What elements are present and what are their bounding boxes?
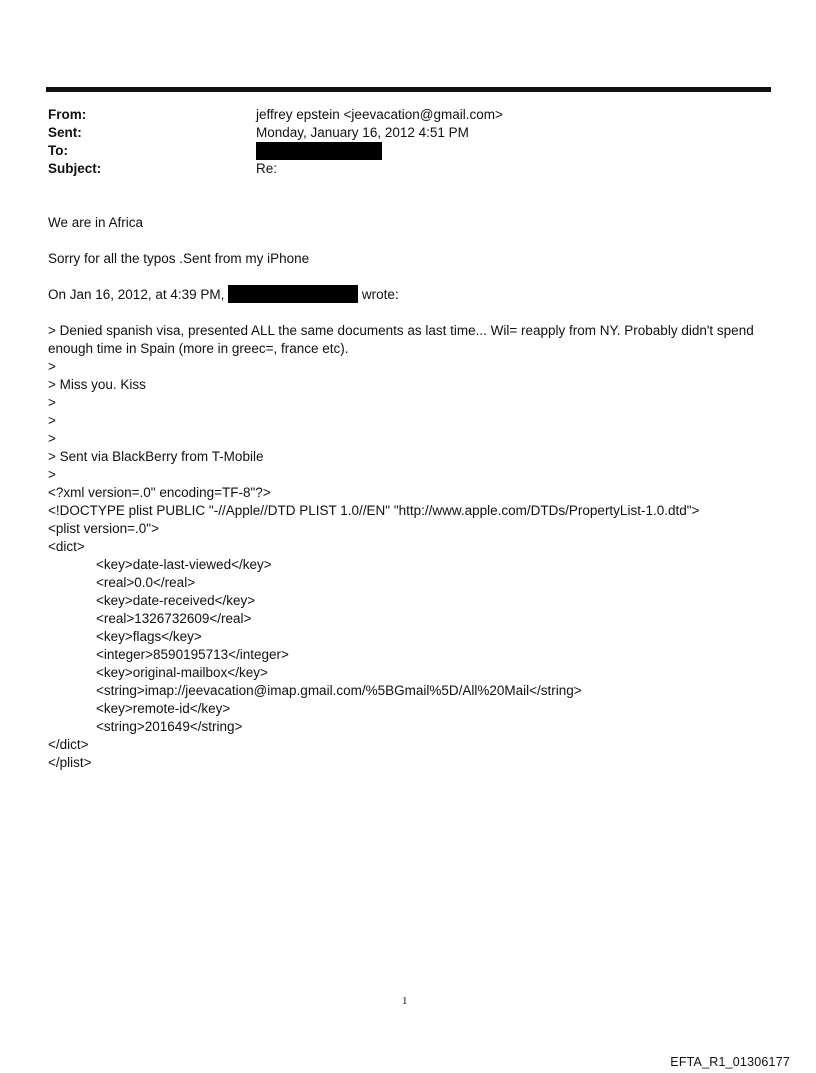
page-number: 1 (402, 995, 408, 1007)
plist-line: </plist> (48, 755, 92, 770)
from-value: jeffrey epstein <jeevacation@gmail.com> (256, 107, 503, 122)
from-row (48, 106, 768, 124)
plist-line: <string>201649</string> (96, 719, 243, 734)
redaction-box (228, 285, 358, 303)
subject-row (48, 160, 768, 178)
plist-line: <integer>8590195713</integer> (96, 647, 289, 662)
subject-value: Re: (256, 161, 278, 176)
plist-line: <key>date-received</key> (96, 593, 256, 608)
quoted-line: > (48, 467, 56, 482)
redaction-box (256, 142, 382, 160)
quoted-line: > (48, 413, 56, 428)
sent-label: Sent: (48, 125, 82, 140)
plist-line: <plist version=.0"> (48, 521, 159, 536)
quoted-line: > (48, 359, 56, 374)
plist-line: </dict> (48, 737, 89, 752)
quote-intro-prefix: On Jan 16, 2012, at 4:39 PM, (48, 287, 225, 302)
quoted-line: > Miss you. Kiss (48, 377, 146, 392)
plist-line: <key>remote-id</key> (96, 701, 231, 716)
plist-line: <!DOCTYPE plist PUBLIC "-//Apple//DTD PLIST 1.0//EN" "http://www.apple.com/DTDs/PropertyList-1.0.dtd"> (48, 503, 700, 518)
body-line: Sorry for all the typos .Sent from my iPhone (48, 251, 310, 266)
plist-line: <key>original-mailbox</key> (96, 665, 268, 680)
to-row (48, 142, 768, 160)
header-divider (46, 87, 771, 92)
email-header (48, 106, 768, 178)
email-body (48, 214, 768, 772)
quoted-message (48, 322, 768, 484)
subject-label: Subject: (48, 161, 102, 176)
body-line: We are in Africa (48, 215, 144, 230)
quote-intro (48, 286, 768, 304)
plist-line: <string>imap://jeevacation@imap.gmail.com/%5BGmail%5D/All%20Mail</string> (96, 683, 582, 698)
plist-line: <real>1326732609</real> (96, 611, 252, 626)
quoted-line: > Denied spanish visa, presented ALL the same documents as last time... Wil= reapply from NY. Probably didn't spend enough time in Spain (more in greec=, france etc). (48, 323, 754, 356)
quoted-line: > (48, 431, 56, 446)
quoted-line: > (48, 395, 56, 410)
plist-line: <?xml version=.0" encoding=TF-8"?> (48, 485, 271, 500)
sent-value: Monday, January 16, 2012 4:51 PM (256, 125, 469, 140)
from-label: From: (48, 107, 87, 122)
plist-block (48, 484, 768, 772)
bates-number: EFTA_R1_01306177 (670, 1055, 790, 1069)
plist-line: <key>date-last-viewed</key> (96, 557, 272, 572)
quoted-line: > Sent via BlackBerry from T-Mobile (48, 449, 264, 464)
quote-intro-suffix: wrote: (361, 287, 399, 302)
plist-line: <dict> (48, 539, 85, 554)
plist-line: <key>flags</key> (96, 629, 202, 644)
to-value (256, 142, 382, 160)
to-label: To: (48, 143, 68, 158)
sent-row (48, 124, 768, 142)
plist-line: <real>0.0</real> (96, 575, 196, 590)
